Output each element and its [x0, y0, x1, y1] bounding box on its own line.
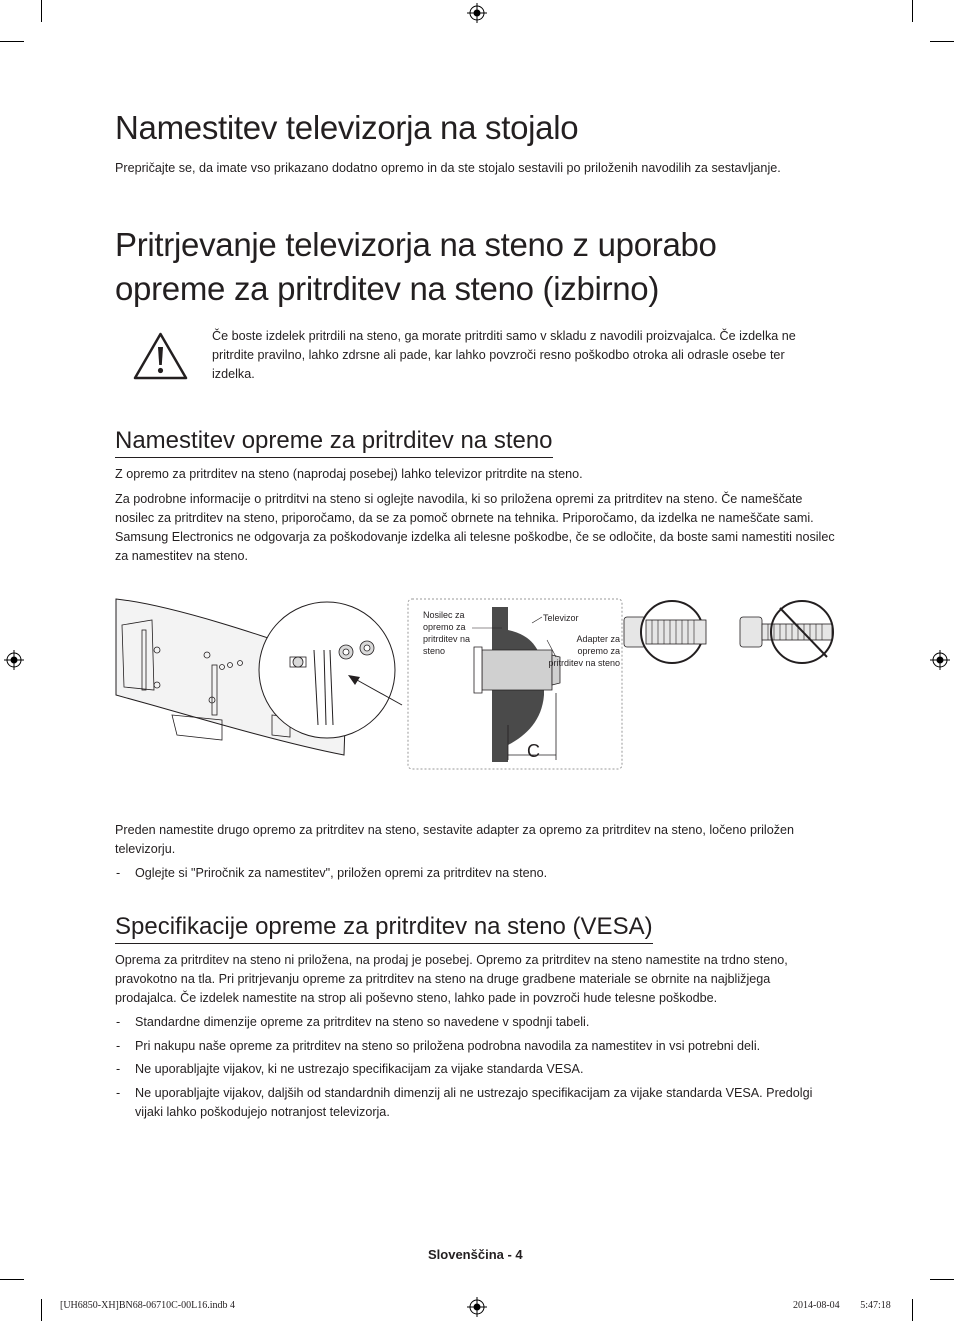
label-adapter: Adapter za opremo za pritrditev na steno: [548, 634, 620, 668]
subsection-title-wall-mount: Namestitev opreme za pritrditev na steno: [115, 427, 553, 458]
bullet-text: Oglejte si "Priročnik za namestitev", priložen opremi za pritrditev na steno.: [135, 866, 548, 880]
label-bracket: Nosilec za opremo za pritrditev na steno: [423, 610, 471, 656]
page-title: Namestitev televizorja na stojalo: [115, 109, 579, 146]
print-slug-date: 2014-08-04 ￿￿ 5:47:18: [793, 1300, 891, 1311]
subsection-title-vesa: Specifikacije opreme za pritrditev na steno (VESA): [115, 913, 653, 944]
screw-ok-icon: [624, 601, 706, 663]
paragraph: Za podrobne informacije o pritrditvi na steno si oglejte navodila, ki so priložena opremi za pritrditev na steno. Če nameščate nosilec za pritrditev na steno, priporočamo, da se za pomoč obrnete na tehnika. Priporočamo, da izdelka ne nameščate sami. Samsung Electronics ne odgovarja za poškodovanje izdelka ali telesne poškodbe, če se odločite, da boste sami namestiti nosilec za namestitev na steno.: [115, 492, 835, 563]
crop-mark: [930, 41, 954, 42]
crop-mark: [0, 41, 24, 42]
bullet-dash: -: [116, 1062, 121, 1076]
bullet-dash: -: [116, 866, 121, 880]
registration-mark-icon: [930, 650, 950, 670]
intro-text: Prepričajte se, da imate vso prikazano dodatno opremo in da ste stojalo sestavili po priloženih navodilih za sestavljanje.: [115, 161, 781, 175]
section-title-line1: Pritrjevanje televizorja na steno z uporabo: [115, 226, 717, 263]
bullet-text: Ne uporabljajte vijakov, daljših od standardnih dimenzij ali ne ustrezajo specifikacijam za vijake standarda VESA. Predolgi vijaki lahko poškodujejo notranjost televizorja.: [135, 1086, 813, 1119]
crop-mark: [41, 0, 42, 22]
section-title-line2: opreme za pritrditev na steno (izbirno): [115, 270, 660, 307]
crop-mark: [41, 1299, 42, 1321]
paragraph: Oprema za pritrditev na steno ni priložena, na prodaj je posebej. Opremo za pritrditev na steno namestite na trdno steno, pravokotno na tla. Pri pritrjevanju opreme za pritrditev na steno na druge gradbene materiale se obrnite na najbližjega prodajalca. Če izdelek namestite na strop ali poševno steno, lahko pade in povzroči hude telesne poškodbe.: [115, 953, 788, 1005]
registration-mark-icon: [467, 3, 487, 23]
page-number: Slovenščina - 4: [428, 1247, 523, 1262]
bullet-dash: -: [116, 1039, 121, 1053]
registration-mark-icon: [4, 650, 24, 670]
label-c: C: [527, 741, 540, 761]
registration-mark-icon: [467, 1297, 487, 1317]
label-tv: Televizor: [543, 613, 579, 623]
crop-mark: [0, 1279, 24, 1280]
list-item: [116, 864, 836, 883]
bullet-text: Ne uporabljajte vijakov, ki ne ustrezajo specifikacijam za vijake standarda VESA.: [135, 1062, 584, 1076]
bullet-dash: -: [116, 1015, 121, 1029]
list-item: [116, 1060, 836, 1079]
screw-prohibited-icon: [740, 601, 833, 663]
list-item: [116, 1037, 836, 1056]
warning-text: Če boste izdelek pritrdili na steno, ga morate pritrditi samo v skladu z navodili proizvajalca. Če izdelka ne pritrdite pravilno, lahko zdrsne ali pade, kar lahko povzroči resno poškodbo otroka ali odrasle osebe ter izdelka.: [212, 329, 796, 381]
crop-mark: [930, 1279, 954, 1280]
crop-mark: [912, 1299, 913, 1321]
paragraph: Preden namestite drugo opremo za pritrditev na steno, sestavite adapter za opremo za pritrditev na steno, ločeno priložen televizorju.: [115, 823, 795, 856]
list-item: [116, 1013, 836, 1032]
list-item: [116, 1084, 840, 1124]
warning-triangle-icon: [132, 331, 189, 381]
bullet-dash: -: [116, 1086, 121, 1100]
bullet-text: Standardne dimenzije opreme za pritrditev na steno so navedene v spodnji tabeli.: [135, 1015, 590, 1029]
crop-mark: [912, 0, 913, 22]
bullet-text: Pri nakupu naše opreme za pritrditev na steno so priložena podrobna navodila za namestitev in vsi potrebni deli.: [135, 1039, 761, 1053]
print-slug-file: [UH6850-XH]BN68-06710C-00L16.indb 4: [60, 1300, 235, 1311]
paragraph: Z opremo za pritrditev na steno (naprodaj posebej) lahko televizor pritrdite na steno.: [115, 467, 583, 481]
